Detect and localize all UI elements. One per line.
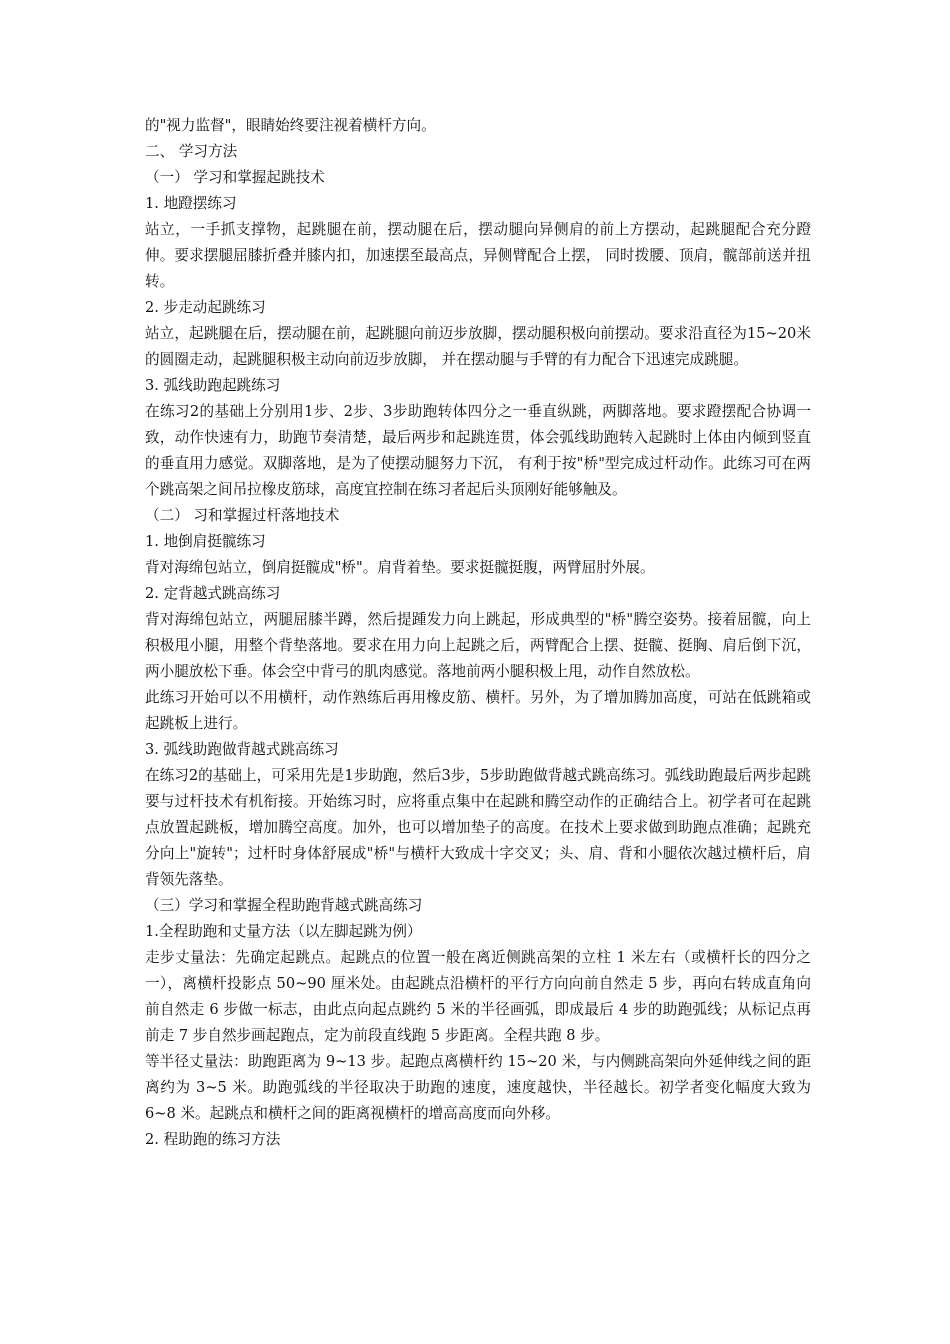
exercise-heading-5: 2. 定背越式跳高练习 [145, 585, 281, 602]
exercise-heading-1: 1. 地蹬摆练习 [145, 195, 237, 212]
subsection-heading-bar-clearance: （二） 习和掌握过杆落地技术 [145, 507, 340, 524]
measurement-walking-method: 走步丈量法：先确定起跳点。起跳点的位置一般在离近侧跳高架的立柱 1 米左右（或横杆长的四分之一），离横杆投影点 50~90 厘米处。由起跳点沿横杆的平行方向向前自然走 5 步，再向右转成直角向前自然走 6 步做一标志，由此点向起点跳约 5 米的半径画弧，即成最后 4 步的助跑弧线；从标记点再前走 7 步自然步画起跑点，定为前段直线跑 5 步距离。全程共跑 8 步。 [145, 949, 811, 1044]
document-page [145, 113, 811, 1153]
paragraph-continuation: 的"视力监督"，眼睛始终要注视着横杆方向。 [145, 117, 436, 134]
exercise-body-5-note: 此练习开始可以不用横杆，动作熟练后再用橡皮筋、横杆。另外，为了增加腾加高度，可站在低跳箱或起跳板上进行。 [145, 689, 811, 732]
exercise-heading-6: 3. 弧线助跑做背越式跳高练习 [145, 741, 339, 758]
exercise-body-1: 站立，一手抓支撑物，起跳腿在前，摆动腿在后，摆动腿向异侧肩的前上方摆动，起跳腿配合充分蹬伸。要求摆腿屈膝折叠并膝内扣，加速摆至最高点，异侧臂配合上摆， 同时拨腰、顶肩，髋部前送并扭转。 [145, 221, 811, 290]
exercise-body-4: 背对海绵包站立，倒肩挺髋成"桥"。肩背着垫。要求挺髋挺腹，两臂屈肘外展。 [145, 559, 655, 576]
exercise-body-3: 在练习2的基础上分别用1步、2步、3步助跑转体四分之一垂直纵跳，两脚落地。要求蹬摆配合协调一致，动作快速有力，助跑节奏清楚，最后两步和起跳连贯，体会弧线助跑转入起跳时上体由内倾到竖直的垂直用力感觉。双脚落地，是为了使摆动腿努力下沉， 有利于按"桥"型完成过杆动作。此练习可在两个跳高架之间吊拉橡皮筋球，高度宜控制在练习者起后头顶刚好能够触及。 [145, 403, 811, 498]
subsection-heading-takeoff: （一） 学习和掌握起跳技术 [145, 169, 325, 186]
exercise-heading-3: 3. 弧线助跑起跳练习 [145, 377, 281, 394]
section-heading-learning-methods: 二、 学习方法 [145, 143, 238, 160]
exercise-body-2: 站立，起跳腿在后，摆动腿在前，起跳腿向前迈步放脚，摆动腿积极向前摆动。要求沿直径为15~20米的圆圈走动，起跳腿积极主动向前迈步放脚， 并在摆动腿与手臂的有力配合下迅速完成跳腿。 [145, 325, 811, 368]
exercise-heading-8: 2. 程助跑的练习方法 [145, 1131, 281, 1148]
exercise-heading-4: 1. 地倒肩挺髋练习 [145, 533, 266, 550]
exercise-body-6: 在练习2的基础上，可采用先是1步助跑，然后3步，5步助跑做背越式跳高练习。弧线助跑最后两步起跳要与过杆技术有机衔接。开始练习时，应将重点集中在起跳和腾空动作的正确结合上。初学者可在起跳点放置起跳板，增加腾空高度。加外，也可以增加垫子的高度。在技术上要求做到助跑点准确；起跳充分向上"旋转"；过杆时身体舒展成"桥"与横杆大致成十字交叉；头、肩、背和小腿依次越过横杆后，肩背领先落垫。 [145, 767, 811, 888]
subsection-heading-full-approach: （三）学习和掌握全程助跑背越式跳高练习 [145, 897, 423, 914]
exercise-heading-2: 2. 步走动起跳练习 [145, 299, 266, 316]
exercise-heading-7: 1.全程助跑和丈量方法（以左脚起跳为例） [145, 923, 422, 940]
exercise-body-5: 背对海绵包站立，两腿屈膝半蹲，然后提踵发力向上跳起，形成典型的"桥"腾空姿势。接着屈髋，向上积极甩小腿，用整个背垫落地。要求在用力向上起跳之后，两臂配合上摆、挺髋、挺胸、肩后倒下沉，两小腿放松下垂。体会空中背弓的肌肉感觉。落地前两小腿积极上甩，动作自然放松。 [145, 611, 811, 680]
measurement-equal-radius-method: 等半径丈量法：助跑距离为 9~13 步。起跑点离横杆约 15~20 米，与内侧跳高架向外延伸线之间的距离约为 3~5 米。助跑弧线的半径取决于助跑的速度，速度越快，半径越长。初学者变化幅度大致为 6~8 米。起跳点和横杆之间的距离视横杆的增高高度而向外移。 [145, 1053, 811, 1122]
